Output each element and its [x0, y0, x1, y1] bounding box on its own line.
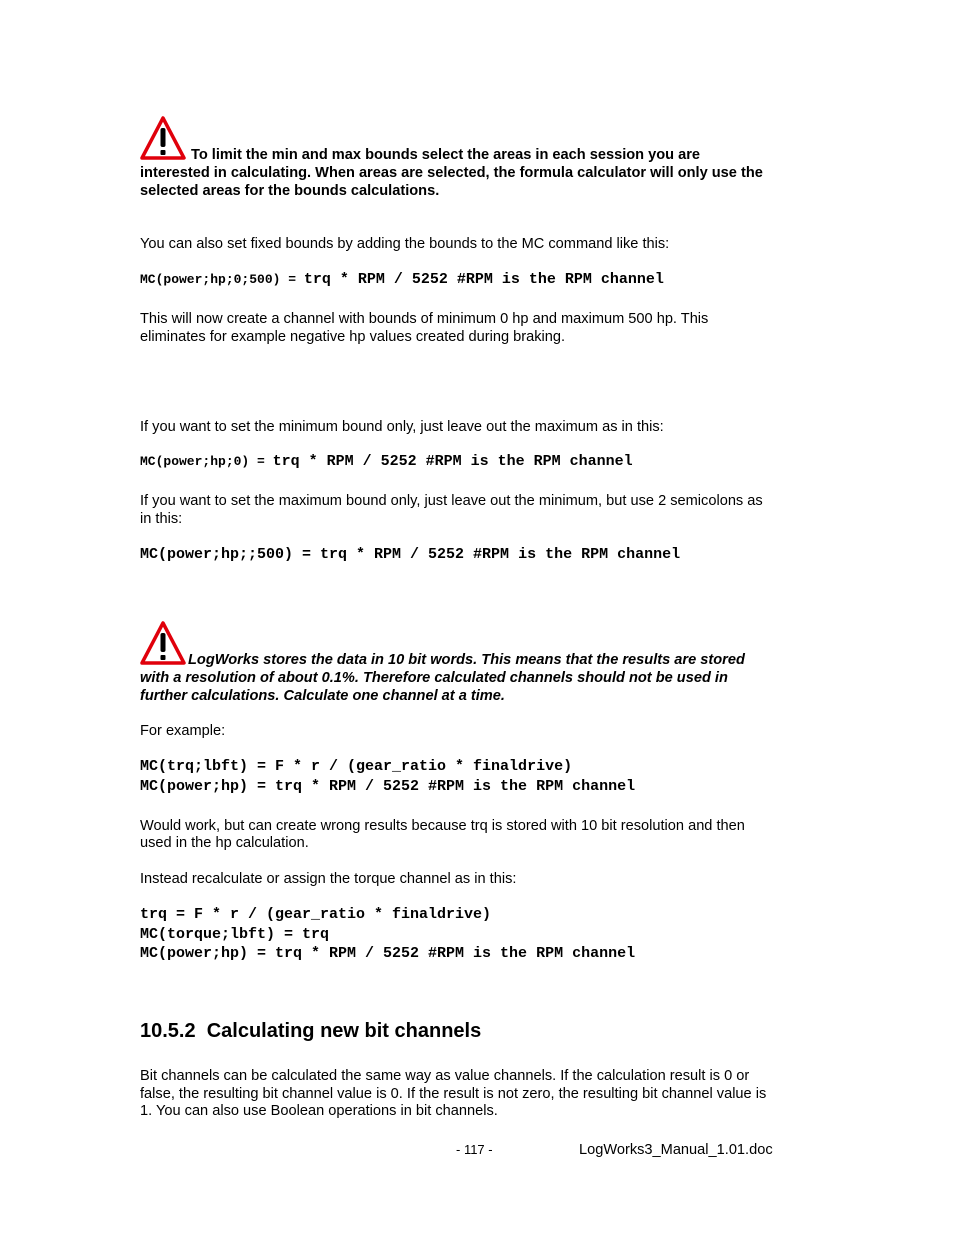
code-line: trq = F * r / (gear_ratio * finaldrive): [140, 906, 492, 923]
code-line: MC(power;hp) = trq * RPM / 5252 #RPM is the RPM channel: [140, 945, 636, 962]
paragraph: You can also set fixed bounds by adding the bounds to the MC command like this:: [140, 236, 670, 252]
warning-text-line: further calculations. Calculate one channel at a time.: [140, 688, 505, 704]
code-line: MC(torque;lbft) = trq: [140, 925, 330, 943]
paragraph-line: eliminates for example negative hp values created during braking.: [140, 329, 566, 345]
paragraph-line: 1. You can also use Boolean operations in bit channels.: [140, 1103, 498, 1119]
code-rest: trq * RPM / 5252 #RPM is the RPM channel: [303, 271, 664, 288]
warning-icon: [140, 116, 186, 160]
code-line: [140, 545, 680, 565]
code-rest: trq * RPM / 5252 #RPM is the RPM channel: [272, 453, 633, 470]
paragraph: For example:: [140, 723, 226, 739]
warning-text-line: selected areas for the bounds calculations.: [140, 183, 440, 199]
page-number: - 117 -: [456, 1142, 493, 1157]
warning-text-line: with a resolution of about 0.1%. Therefore calculated channels should not be used in: [140, 670, 728, 686]
code-line: [140, 452, 633, 472]
paragraph-line: in this:: [140, 511, 183, 527]
code-block: [140, 905, 635, 964]
warning-text-line: To limit the min and max bounds select the areas in each session you are: [191, 147, 701, 163]
code-prefix: MC(power;hp;0;500) =: [140, 272, 304, 287]
code-prefix: MC(power;hp;;500) =: [140, 546, 321, 563]
warning-text-line: interested in calculating. When areas are selected, the formula calculator will only use the: [140, 165, 763, 181]
footer-filename: LogWorks3_Manual_1.01.doc: [579, 1142, 773, 1158]
paragraph-line: This will now create a channel with bounds of minimum 0 hp and maximum 500 hp. This: [140, 311, 709, 327]
code-prefix: MC(power;hp;0) =: [140, 454, 273, 469]
paragraph-line: Would work, but can create wrong results because trq is stored with 10 bit resolution and then: [140, 818, 745, 834]
paragraph-line: If you want to set the maximum bound only, just leave out the minimum, but use 2 semicolons as: [140, 493, 763, 509]
paragraph: If you want to set the minimum bound only, just leave out the maximum as in this:: [140, 419, 664, 435]
code-line: [140, 270, 664, 290]
code-line: MC(trq;lbft) = F * r / (gear_ratio * finaldrive): [140, 758, 573, 775]
section-heading: 10.5.2 Calculating new bit channels: [140, 1020, 482, 1042]
code-block: [140, 757, 635, 796]
code-rest: trq * RPM / 5252 #RPM is the RPM channel: [320, 546, 681, 563]
paragraph-line: Bit channels can be calculated the same way as value channels. If the calculation result is 0 or: [140, 1068, 750, 1084]
paragraph-line: false, the resulting bit channel value is 0. If the result is not zero, the resulting bit channel value is: [140, 1086, 767, 1102]
paragraph-line: used in the hp calculation.: [140, 835, 309, 851]
code-line: MC(power;hp) = trq * RPM / 5252 #RPM is the RPM channel: [140, 777, 636, 795]
warning-icon: [140, 621, 186, 665]
warning-text-line: LogWorks stores the data in 10 bit words. This means that the results are stored: [188, 652, 745, 668]
paragraph: Instead recalculate or assign the torque channel as in this:: [140, 871, 517, 887]
